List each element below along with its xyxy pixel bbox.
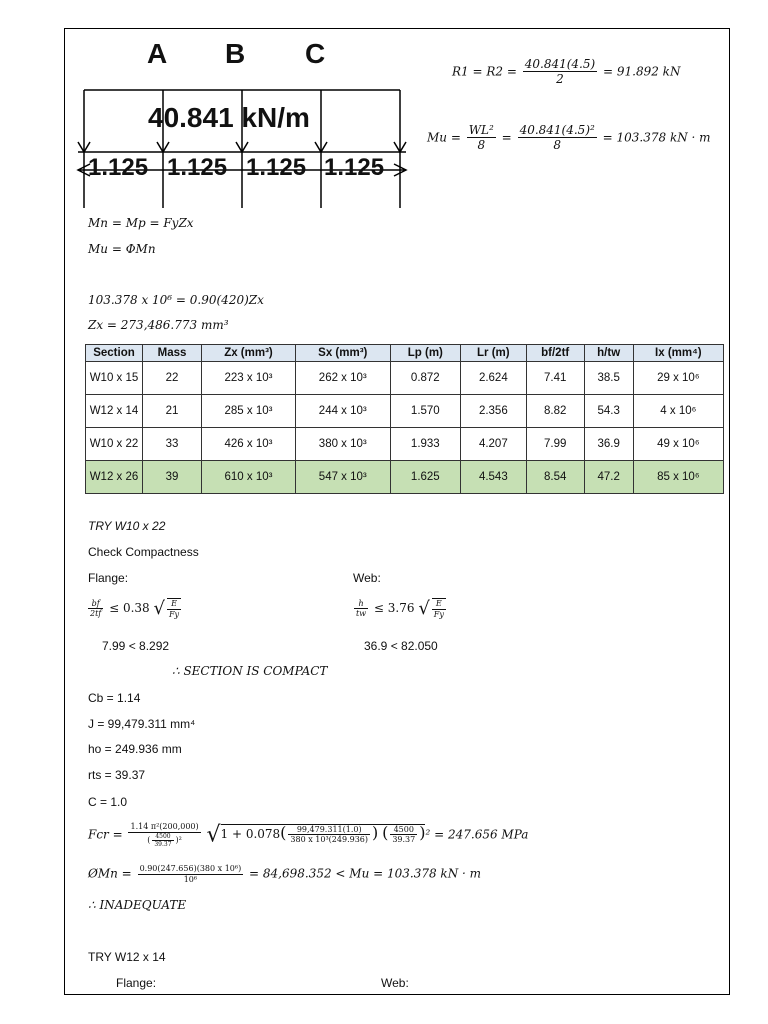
zx-result: Zx = 273,486.773 mm³ [88,318,229,332]
table-cell: 8.82 [526,395,584,428]
web-label: Web: [353,571,381,585]
table-cell: 36.9 [584,428,633,461]
table-cell: 33 [143,428,202,461]
mn-equation: Mn = Mp = FyZx [88,216,194,230]
column-header: Sx (mm³) [295,345,390,362]
table-cell: W10 x 22 [86,428,143,461]
table-cell: 49 x 10⁶ [633,428,723,461]
web-label-2: Web: [381,976,409,990]
table-cell: 1.570 [390,395,460,428]
table-cell: 4 x 10⁶ [633,395,723,428]
table-cell: 21 [143,395,202,428]
table-row [86,395,724,428]
table-cell: 610 x 10³ [202,461,296,494]
flange-result: 7.99 < 8.292 [102,639,170,653]
table-cell: 1.933 [390,428,460,461]
table-cell: 29 x 10⁶ [633,362,723,395]
column-header: Ix (mm⁴) [633,345,723,362]
flange-label-2: Flange: [116,976,157,990]
column-header: Lr (m) [460,345,526,362]
table-cell: 85 x 10⁶ [633,461,723,494]
span-label-1: 1.125 [88,154,149,181]
table-header-row [86,345,724,362]
fcr-equation: Fcr = 1.14 π²(200,000) ( $\frac{4500}{39.37}$ )² √1 + 0.078( $\frac{99,479.311(1.0)}{\text{380 x 10³(249.936)}}$ ) ( $\frac{4500}{39.37}$ )² = 247.656 MPa [88,822,529,848]
table-cell: 4.543 [460,461,526,494]
load-label: 40.841 kN/m [148,102,310,133]
table-cell: 426 x 10³ [202,428,296,461]
column-header: Zx (mm³) [202,345,296,362]
substitution-equation: 103.378 x 10⁶ = 0.90(420)Zx [88,293,264,307]
table-cell: 39 [143,461,202,494]
compact-conclusion: ∴ SECTION IS COMPACT [172,664,328,678]
table-row [86,362,724,395]
table-cell: 2.624 [460,362,526,395]
span-label-2: 1.125 [167,154,228,181]
table-cell: 380 x 10³ [295,428,390,461]
table-cell: W12 x 14 [86,395,143,428]
table-cell: 0.872 [390,362,460,395]
table-cell: 8.54 [526,461,584,494]
web-result: 36.9 < 82.050 [364,639,438,653]
try-section-2: TRY W12 x 14 [88,950,166,964]
table-cell: 223 x 10³ [202,362,296,395]
table-cell: 1.625 [390,461,460,494]
rts-value: rts = 39.37 [88,768,146,782]
point-label-a: A [147,38,168,69]
column-header: Mass [143,345,202,362]
column-header: Section [86,345,143,362]
table-cell: 285 x 10³ [202,395,296,428]
mu-equation: Mu = ΦMn [88,242,156,256]
moment-equation: Mu = $\frac{\text{WL²}}{8}$ = $\frac{\text{40.841(4.5)²}}{8}$ = 103.378 kN · m [427,123,711,153]
j-value: J = 99,479.311 mm⁴ [88,717,196,731]
c-value: C = 1.0 [88,795,128,809]
span-label-3: 1.125 [246,154,307,181]
table-cell: 244 x 10³ [295,395,390,428]
table-cell: 38.5 [584,362,633,395]
table-cell: 547 x 10³ [295,461,390,494]
check-compactness-heading: Check Compactness [88,545,199,559]
table-cell: 262 x 10³ [295,362,390,395]
table-cell: W10 x 15 [86,362,143,395]
phimn-equation: ØMn = $\frac{\text{0.90(247.656)(380 x 10⁶)}}{\text{10⁶}}$ = 84,698.352 < Mu = 103.378 kN · m [88,864,482,884]
span-label-4: 1.125 [324,154,385,181]
table-cell: 47.2 [584,461,633,494]
flange-criterion: $\frac{bf}{2tf}$ ≤ 0.38 √ $\frac{E}{Fy}$ [90,598,180,620]
table-cell: W12 x 26 [86,461,143,494]
column-header: bf/2tf [526,345,584,362]
try-section-1: TRY W10 x 22 [88,519,166,533]
table-cell: 2.356 [460,395,526,428]
section-properties-table [85,344,724,494]
flange-label: Flange: [88,571,129,585]
point-label-c: C [305,38,326,69]
table-cell: 7.41 [526,362,584,395]
reaction-equation: R1 = R2 = $\frac{40.841(4.5)}{2}$ = 91.892 kN [452,57,681,87]
ho-value: ho = 249.936 mm [88,742,182,756]
table-cell: 22 [143,362,202,395]
cb-value: Cb = 1.14 [88,691,141,705]
table-cell: 4.207 [460,428,526,461]
column-header: h/tw [584,345,633,362]
web-criterion: $\frac{h}{tw}$ ≤ 3.76 √ $\frac{E}{Fy}$ [356,598,444,620]
point-label-b: B [225,38,246,69]
table-row [86,428,724,461]
table-cell: 7.99 [526,428,584,461]
table-row-highlighted [86,461,724,494]
load-diagram-lines [70,80,415,212]
column-header: Lp (m) [390,345,460,362]
table-cell: 54.3 [584,395,633,428]
inadequate-conclusion: ∴ INADEQUATE [88,898,187,912]
